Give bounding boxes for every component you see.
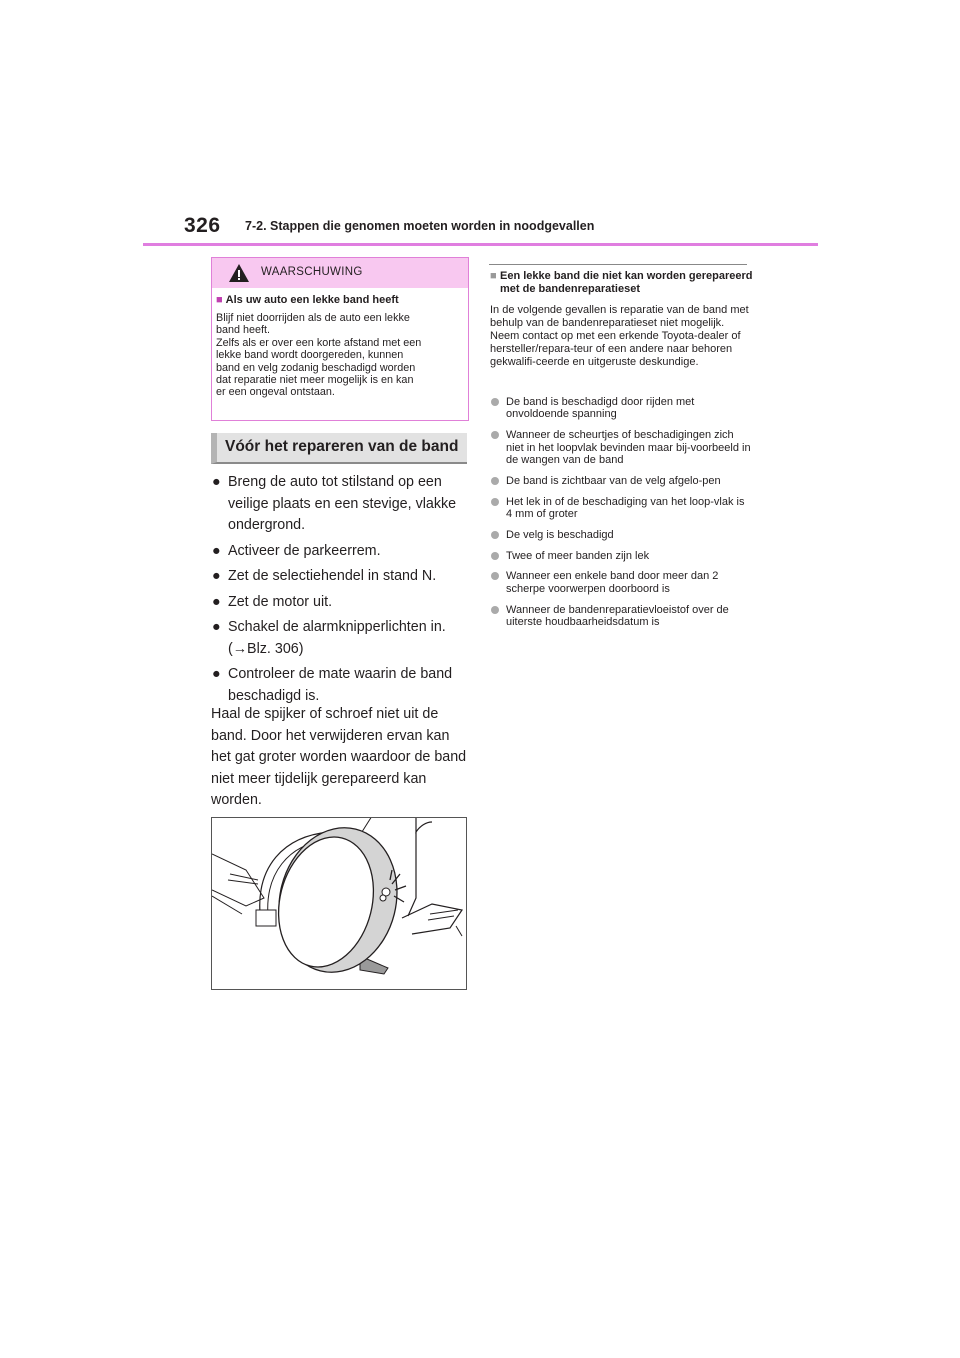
bullet-icon: ● xyxy=(212,542,221,559)
list-item-text: Wanneer een enkele band door meer dan 2 scherpe voorwerpen doorboord is xyxy=(506,570,719,595)
list-item-text: Zet de selectiehendel in stand N. xyxy=(228,568,437,584)
circle-bullet-icon xyxy=(491,531,499,539)
list-item xyxy=(211,664,467,707)
nail-warning-paragraph: Haal de spijker of schroef niet uit de band. Door het verwijderen ervan kan het gat groter worden waardoor de band niet meer tijdelijk gerepareerd kan worden. xyxy=(211,706,467,808)
right-heading-text: Een lekke band die niet kan worden gerepareerd met de bandenreparatieset xyxy=(500,270,753,295)
tire-illustration xyxy=(211,817,467,990)
warning-text xyxy=(216,312,466,399)
list-item xyxy=(490,604,752,629)
list-item-text: De velg is beschadigd xyxy=(506,528,614,541)
right-column-rule xyxy=(489,264,747,265)
circle-bullet-icon xyxy=(491,572,499,580)
list-item xyxy=(211,541,467,563)
warning-triangle-icon xyxy=(228,263,250,283)
warning-line: lekke band wordt doorgereden, kunnen xyxy=(216,349,404,362)
list-item-text: Twee of meer banden zijn lek xyxy=(506,549,650,562)
bullet-icon: ● xyxy=(212,474,221,490)
preparation-list xyxy=(211,472,467,711)
circle-bullet-icon xyxy=(491,498,499,506)
warning-line: band en velg zodanig beschadigd worden xyxy=(216,361,416,374)
circle-bullet-icon xyxy=(491,398,499,406)
not-repairable-list xyxy=(490,396,752,637)
bullet-icon: ● xyxy=(212,568,221,584)
list-item xyxy=(211,472,467,537)
warning-label: WAARSCHUWING xyxy=(261,266,363,278)
warning-header xyxy=(212,258,468,288)
warning-line: Zelfs als er over een korte afstand met een xyxy=(216,336,422,349)
circle-bullet-icon xyxy=(491,431,499,439)
warning-line: Blijf niet doorrijden als de auto een lekke xyxy=(216,312,410,324)
warning-subheading-text: Als uw auto een lekke band heeft xyxy=(225,294,399,306)
right-intro: In de volgende gevallen is reparatie van de band met behulp van de bandenreparatieset niet mogelijk. Neem contact op met een erkende Toyota-dealer of hersteller/repara-teur of een andere naar behoren gekwalifi-ceerde en uitgeruste deskundige. xyxy=(490,304,749,368)
warning-box xyxy=(211,257,469,421)
list-item xyxy=(490,396,752,421)
list-item xyxy=(490,570,752,595)
list-item-text: Het lek in of de beschadiging van het loop-vlak is 4 mm of groter xyxy=(506,495,745,521)
section-title: 7-2. Stappen die genomen moeten worden in noodgevallen xyxy=(245,219,595,233)
square-bullet-icon: ■ xyxy=(490,270,497,282)
list-item-text: De band is beschadigd door rijden met onvoldoende spanning xyxy=(506,396,695,421)
list-item-text: Wanneer de scheurtjes of beschadigingen zich niet in het loopvlak bevinden maar bij-voorbeeld in de wangen van de band xyxy=(506,429,751,467)
tire-drawing xyxy=(212,818,466,989)
page-number: 326 xyxy=(184,214,221,237)
circle-bullet-icon xyxy=(491,477,499,485)
warning-line: dat reparatie niet meer mogelijk is en kan xyxy=(216,374,414,387)
square-bullet-icon: ■ xyxy=(216,294,223,306)
bullet-icon: ● xyxy=(212,593,221,610)
bullet-icon: ● xyxy=(212,619,221,635)
list-item-text: Wanneer de bandenreparatievloeistof over de uiterste houdbaarheidsdatum is xyxy=(506,603,729,629)
list-item xyxy=(490,429,752,466)
right-heading xyxy=(490,270,760,295)
list-item-text: Schakel de alarmknipperlichten in. (→Blz. 306) xyxy=(228,619,446,657)
list-item xyxy=(211,617,467,660)
list-item xyxy=(490,475,752,487)
circle-bullet-icon xyxy=(491,552,499,560)
list-item xyxy=(211,566,467,588)
list-item xyxy=(490,529,752,541)
list-item-text: Controleer de mate waarin de band beschadigd is. xyxy=(228,666,453,704)
list-item xyxy=(490,550,752,562)
section-heading xyxy=(211,433,467,464)
list-item xyxy=(211,592,467,614)
section-heading-text: Vóór het repareren van de band xyxy=(225,438,459,455)
list-item xyxy=(490,496,752,521)
circle-bullet-icon xyxy=(491,606,499,614)
bullet-icon: ● xyxy=(212,666,221,682)
warning-line: er een ongeval ontstaan. xyxy=(216,386,335,399)
header-rule xyxy=(143,243,818,246)
warning-subheading xyxy=(216,294,399,306)
list-item-text: De band is zichtbaar van de velg afgelo-pen xyxy=(506,474,721,487)
list-item-text: Activeer de parkeerrem. xyxy=(228,542,381,559)
warning-line: band heeft. xyxy=(216,324,271,337)
list-item-text: Breng de auto tot stilstand op een veilige plaats en een stevige, vlakke ondergrond. xyxy=(228,474,457,533)
list-item-text: Zet de motor uit. xyxy=(228,593,333,610)
